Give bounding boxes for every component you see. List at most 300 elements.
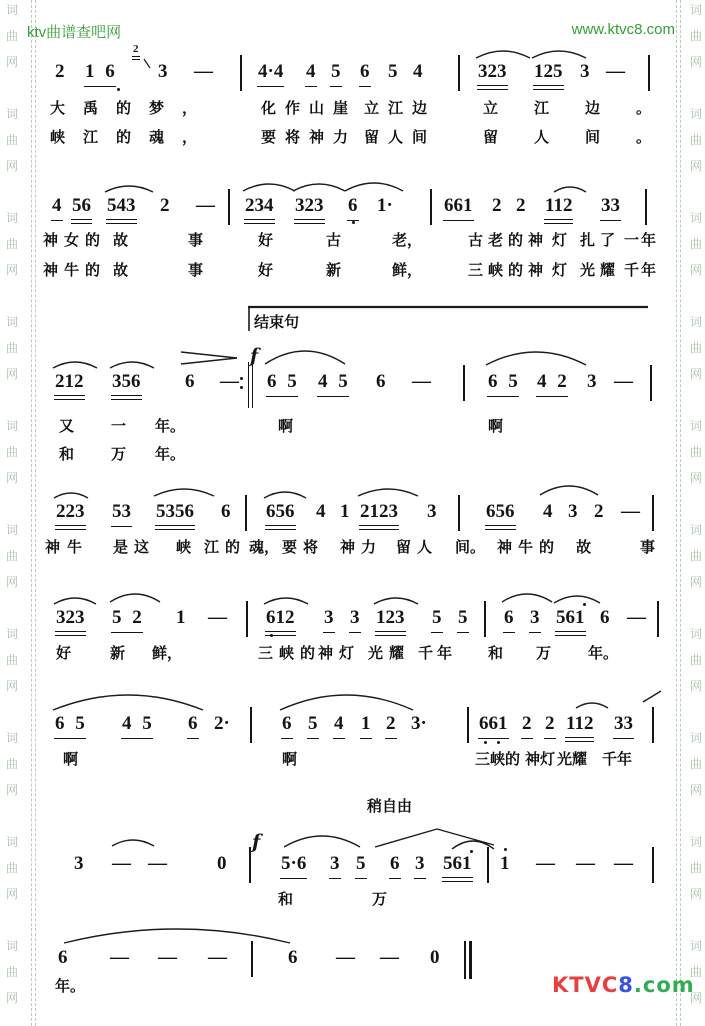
note-token: 543 — [107, 195, 136, 216]
note-token: — — [621, 501, 640, 522]
lyric-text: 神牛的 — [497, 538, 561, 556]
watermark-char: 网 — [6, 367, 19, 381]
lyric-text: 化作山崖 — [261, 99, 358, 117]
watermark-char: 曲 — [690, 653, 703, 667]
watermark-char: 网 — [6, 887, 19, 901]
octave-dot — [497, 741, 500, 744]
decor-line — [181, 358, 237, 364]
note-token: 2 — [160, 195, 170, 216]
note-token: — — [576, 853, 595, 874]
note-token: 5 — [331, 61, 341, 82]
note-token: 4 5 — [318, 371, 348, 392]
note-token: 661 — [444, 195, 473, 216]
watermark-char: 词 — [690, 627, 703, 641]
barline — [467, 707, 469, 743]
note-token: — — [208, 607, 227, 628]
logo-part-red: KTVC — [552, 973, 619, 997]
note-token: — — [627, 607, 646, 628]
note-token: 2 — [55, 61, 65, 82]
note-token: 112 — [566, 713, 594, 734]
watermark-char: 曲 — [6, 757, 19, 771]
watermark-char: 网 — [6, 783, 19, 797]
watermark-char: 词 — [6, 523, 19, 537]
lyric-text: 留人间 — [364, 128, 437, 146]
note-token: 3 — [330, 853, 340, 874]
lyric-text: 一年 — [624, 231, 659, 249]
barline — [249, 847, 251, 883]
slur-arc — [105, 186, 153, 192]
watermark-char: 网 — [6, 159, 19, 173]
watermark-char: 网 — [6, 55, 19, 69]
lyric-text: 留人间。 — [483, 128, 688, 146]
watermark-char: 曲 — [6, 861, 19, 875]
lyric-text: 古 — [326, 231, 342, 249]
lyric-text: 和 — [278, 890, 294, 908]
lyric-text: 是这 — [113, 538, 156, 556]
watermark-char: 网 — [690, 679, 703, 693]
slur-arc — [374, 598, 418, 604]
barline — [463, 365, 465, 401]
barline — [652, 847, 654, 883]
note-token: 53 — [112, 501, 131, 522]
watermark-char: 曲 — [690, 757, 703, 771]
note-token: 2 — [522, 713, 532, 734]
note-token: 323 — [478, 61, 507, 82]
note-token: 2· — [214, 713, 230, 734]
watermark-char: 词 — [690, 211, 703, 225]
watermark-char: 曲 — [690, 29, 703, 43]
note-token: 4 — [52, 195, 62, 216]
watermark-char: 词 — [6, 835, 19, 849]
barline — [458, 495, 460, 531]
octave-dot — [484, 741, 487, 744]
lyric-text: 又 — [59, 417, 75, 435]
note-token: 4·4 — [258, 61, 284, 82]
note-token: 6 — [282, 713, 292, 734]
logo-part-green: .com — [633, 973, 695, 997]
lyric-text: 留人 — [396, 538, 439, 556]
watermark-char: 词 — [6, 315, 19, 329]
lyric-text: 三峡的 — [475, 750, 521, 768]
lyric-text: 一 — [111, 417, 127, 435]
decor-line — [643, 691, 661, 702]
note-token: 5 2 — [112, 607, 142, 628]
barline — [246, 601, 248, 637]
barline — [648, 55, 650, 91]
slur-arc — [265, 351, 345, 364]
watermark-char: 曲 — [6, 237, 19, 251]
left-dashed-border-inner — [35, 0, 36, 1026]
barline — [650, 365, 652, 401]
slur-arc — [554, 596, 600, 603]
tempo-freely-label: 稍自由 — [367, 797, 413, 815]
watermark-char: 词 — [6, 419, 19, 433]
note-token: 0 — [217, 853, 227, 874]
note-token: 4 — [543, 501, 553, 522]
barline — [652, 495, 654, 531]
slur-arc — [280, 695, 413, 710]
note-token: 3· — [411, 713, 427, 734]
repeat-dots — [240, 377, 243, 380]
note-token: 356 — [112, 371, 141, 392]
watermark-char: 网 — [6, 679, 19, 693]
watermark-char: 曲 — [690, 237, 703, 251]
watermark-char: 网 — [6, 991, 19, 1005]
watermark-char: 曲 — [690, 549, 703, 563]
decor-line — [144, 59, 150, 68]
lyric-text: 鲜， — [392, 261, 423, 279]
lyric-text: 年。 — [588, 644, 619, 662]
decor-line — [375, 829, 437, 847]
watermark-char: 网 — [690, 471, 703, 485]
lyric-text: 故 — [576, 538, 592, 556]
note-token: 6 — [376, 371, 386, 392]
watermark-char: 网 — [6, 263, 19, 277]
barline — [652, 707, 654, 743]
lyric-text: 千年 — [602, 750, 633, 768]
watermark-char: 词 — [690, 835, 703, 849]
watermark-char: 曲 — [690, 965, 703, 979]
watermark-char: 词 — [690, 731, 703, 745]
barline — [657, 601, 659, 637]
octave-dot — [352, 221, 355, 224]
watermark-char: 曲 — [6, 653, 19, 667]
watermark-char: 词 — [690, 3, 703, 17]
note-token: 3 — [580, 61, 590, 82]
note-token: — — [148, 853, 167, 874]
slur-arc — [110, 594, 160, 602]
note-token: 5 — [308, 713, 318, 734]
note-token: 223 — [56, 501, 85, 522]
note-token: 112 — [545, 195, 573, 216]
lyric-text: 灯 — [552, 231, 568, 249]
barline — [228, 189, 230, 225]
octave-dot — [504, 848, 507, 851]
note-token: 4 — [306, 61, 316, 82]
watermark-char: 词 — [690, 939, 703, 953]
lyric-text: 神女的 — [43, 231, 107, 249]
slur-arc — [264, 598, 308, 604]
right-dashed-border — [680, 0, 681, 1026]
lyric-text: 老， — [392, 231, 423, 249]
slur-arc — [110, 362, 154, 368]
lyric-text: 魂， — [249, 538, 280, 556]
note-token: 3 — [530, 607, 540, 628]
note-token: 3 — [568, 501, 578, 522]
lyric-text: 古老的神 — [468, 231, 549, 249]
lyric-text: 立江边 — [364, 99, 437, 117]
note-token: 661 — [479, 713, 508, 734]
slur-arc — [53, 362, 97, 368]
octave-dot — [470, 850, 473, 853]
lyric-text: 好 — [258, 261, 274, 279]
watermark-char: 曲 — [6, 445, 19, 459]
lyric-text: 三峡的 — [258, 644, 322, 662]
slur-arc — [54, 598, 96, 604]
lyric-text: 神 — [525, 750, 541, 768]
note-token: 212 — [55, 371, 84, 392]
barline — [240, 55, 242, 91]
note-token: 1 6 — [85, 61, 115, 82]
lyric-text: 啊 — [63, 750, 79, 768]
note-token: 5 — [432, 607, 442, 628]
lyric-text: 新 — [110, 644, 126, 662]
slur-arc — [532, 51, 586, 58]
note-token: — — [536, 853, 555, 874]
lyric-text: 灯 — [552, 261, 568, 279]
watermark-char: 网 — [690, 55, 703, 69]
note-token: 656 — [486, 501, 515, 522]
barline — [430, 189, 432, 225]
repeat-double-barline — [248, 362, 253, 408]
note-token: 56 — [72, 195, 91, 216]
lyric-text: 峡江的魂， — [50, 128, 216, 146]
barline — [250, 707, 252, 743]
watermark-char: 曲 — [690, 445, 703, 459]
note-token: 2 — [516, 195, 526, 216]
note-token: 5 — [356, 853, 366, 874]
watermark-char: 网 — [6, 471, 19, 485]
lyric-text: 灯 — [540, 750, 556, 768]
watermark-char: 曲 — [6, 965, 19, 979]
watermark-char: 曲 — [6, 549, 19, 563]
note-token: 3 — [587, 371, 597, 392]
note-token: 6 — [58, 947, 68, 968]
dynamic-f: f — [250, 345, 259, 367]
lyric-text: 和 — [59, 445, 75, 463]
lyric-text: 事 — [188, 261, 204, 279]
note-token: 561 — [443, 853, 472, 874]
note-token: 3 — [415, 853, 425, 874]
watermark-char: 曲 — [6, 133, 19, 147]
note-token: 5·6 — [281, 853, 307, 874]
note-token: 561 — [556, 607, 585, 628]
slur-arc — [243, 184, 295, 191]
lyric-text: 光耀 — [368, 644, 411, 662]
slur-arc — [53, 695, 203, 710]
barline — [245, 495, 247, 531]
note-token: 2 — [594, 501, 604, 522]
note-token: 6 — [600, 607, 610, 628]
note-token: — — [208, 947, 227, 968]
note-token: — — [614, 371, 633, 392]
note-token: 6 5 — [488, 371, 518, 392]
note-token: 2 — [386, 713, 396, 734]
watermark-char: 词 — [690, 315, 703, 329]
lyric-text: 扎了 — [580, 231, 621, 249]
dynamic-f: f — [252, 831, 261, 853]
note-token: 1 — [500, 853, 510, 874]
right-dashed-border-inner — [676, 0, 677, 1026]
note-token: 4 — [316, 501, 326, 522]
lyric-text: 光耀 — [557, 750, 588, 768]
barline — [645, 189, 647, 225]
slur-arc — [502, 594, 552, 602]
lyric-text: 啊 — [278, 417, 294, 435]
watermark-char: 词 — [690, 107, 703, 121]
note-token: 6 5 — [267, 371, 297, 392]
note-token: 656 — [266, 501, 295, 522]
note-token: 3 — [427, 501, 437, 522]
decor-line — [181, 352, 237, 358]
lyric-text: 故 — [113, 231, 129, 249]
lyric-text: 万 — [536, 644, 552, 662]
lyric-text: 神灯 — [318, 644, 361, 662]
slur-arc — [540, 486, 598, 495]
note-token: 1 — [361, 713, 371, 734]
note-token: 6 — [288, 947, 298, 968]
lyric-text: 年。 — [155, 417, 186, 435]
watermark-char: 词 — [6, 107, 19, 121]
note-token: 323 — [56, 607, 85, 628]
note-token: 2 — [492, 195, 502, 216]
watermark-char: 词 — [6, 627, 19, 641]
watermark-char: 网 — [690, 991, 703, 1005]
note-token: 2 — [545, 713, 555, 734]
note-token: 5 — [388, 61, 398, 82]
note-token: — — [336, 947, 355, 968]
site-url-link[interactable]: www.ktvc8.com — [571, 21, 675, 38]
slur-arc — [486, 352, 586, 365]
slur-arc — [264, 492, 306, 498]
note-token: — — [412, 371, 431, 392]
note-token: — — [112, 853, 131, 874]
lyric-text: 立江边。 — [483, 99, 688, 117]
decor-line — [437, 829, 494, 845]
left-dashed-border — [31, 0, 32, 1026]
lyric-text: 好 — [56, 644, 72, 662]
lyric-text: 新 — [326, 261, 342, 279]
note-token: 6 — [360, 61, 370, 82]
slur-arc — [154, 489, 214, 496]
slur-arc — [293, 184, 345, 191]
watermark-char: 词 — [6, 731, 19, 745]
note-token: 6 5 — [55, 713, 85, 734]
site-name-link[interactable]: ktv曲谱查吧网 — [27, 24, 122, 41]
note-token: 6 — [504, 607, 514, 628]
watermark-char: 网 — [690, 367, 703, 381]
note-token: — — [614, 853, 633, 874]
lyric-text: 年。 — [155, 445, 186, 463]
barline — [484, 601, 486, 637]
octave-dot — [117, 88, 120, 91]
slur-arc — [576, 703, 608, 708]
logo-part-blue: 8 — [618, 973, 634, 997]
lyric-text: 年。 — [55, 977, 86, 995]
note-token: — — [158, 947, 177, 968]
lyric-text: 要将 — [282, 538, 325, 556]
watermark-char: 词 — [6, 939, 19, 953]
note-token: 6 — [390, 853, 400, 874]
slur-arc — [358, 489, 418, 496]
slur-arc — [112, 840, 154, 846]
watermark-char: 曲 — [6, 341, 19, 355]
note-token: 3 — [324, 607, 334, 628]
note-token: — — [194, 61, 213, 82]
note-token: 6 — [221, 501, 231, 522]
watermark-char: 词 — [6, 211, 19, 225]
watermark-char: 网 — [690, 575, 703, 589]
lyric-text: 鲜， — [152, 644, 183, 662]
lyric-text: 三峡的神 — [468, 261, 549, 279]
note-token: 1 — [340, 501, 350, 522]
note-token: 33 — [601, 195, 620, 216]
slur-arc — [64, 929, 290, 943]
lyric-text: 啊 — [488, 417, 504, 435]
ktvc8-logo[interactable] — [552, 973, 695, 997]
final-barline — [464, 941, 472, 979]
note-token: 4 — [334, 713, 344, 734]
lyric-text: 要将神力 — [261, 128, 358, 146]
note-token: 612 — [266, 607, 295, 628]
lyric-text: 光耀 — [580, 261, 621, 279]
note-token: 6 — [188, 713, 198, 734]
watermark-char: 词 — [690, 419, 703, 433]
watermark-char: 网 — [690, 159, 703, 173]
note-token: — — [110, 947, 129, 968]
barline — [487, 847, 489, 883]
barline — [458, 55, 460, 91]
note-token: 4 — [413, 61, 423, 82]
watermark-char: 网 — [690, 887, 703, 901]
lyric-text: 千年 — [418, 644, 457, 662]
watermark-char: 曲 — [6, 29, 19, 43]
note-token: — — [196, 195, 215, 216]
lyric-text: 万 — [372, 890, 388, 908]
note-token: 1· — [377, 195, 393, 216]
note-token: 0 — [430, 947, 440, 968]
lyric-text: 啊 — [282, 750, 298, 768]
watermark-char: 曲 — [690, 133, 703, 147]
grace-note: 2 — [133, 43, 139, 55]
slur-arc — [54, 493, 88, 498]
note-token: 234 — [245, 195, 274, 216]
watermark-char: 词 — [6, 3, 19, 17]
note-token: 1 — [176, 607, 186, 628]
lyric-text: 事 — [188, 231, 204, 249]
note-token: 5356 — [156, 501, 194, 522]
note-token: 3 — [158, 61, 168, 82]
note-token: — — [220, 371, 239, 392]
watermark-char: 词 — [690, 523, 703, 537]
octave-dot — [270, 634, 273, 637]
note-token: 6 — [348, 195, 358, 216]
note-token: 4 5 — [122, 713, 152, 734]
lyric-text: 事 — [640, 538, 656, 556]
barline — [251, 941, 253, 977]
note-token: 3 — [350, 607, 360, 628]
slur-arc — [345, 183, 403, 191]
lyric-text: 间。 — [455, 538, 486, 556]
lyric-text: 和 — [488, 644, 504, 662]
note-token: 6 — [185, 371, 195, 392]
lyric-text: 江的 — [204, 538, 247, 556]
lyric-text: 千年 — [624, 261, 659, 279]
watermark-char: 曲 — [690, 861, 703, 875]
octave-dot — [583, 603, 586, 606]
note-token: 125 — [534, 61, 563, 82]
note-token: 3 — [74, 853, 84, 874]
note-token: — — [380, 947, 399, 968]
lyric-text: 神牛的 — [43, 261, 107, 279]
lyric-text: 故 — [113, 261, 129, 279]
note-token: 323 — [295, 195, 324, 216]
slur-arc — [284, 836, 360, 847]
watermark-char: 网 — [690, 263, 703, 277]
lyric-text: 神力 — [340, 538, 383, 556]
watermark-char: 网 — [690, 783, 703, 797]
lyric-text: 峡 — [176, 538, 192, 556]
